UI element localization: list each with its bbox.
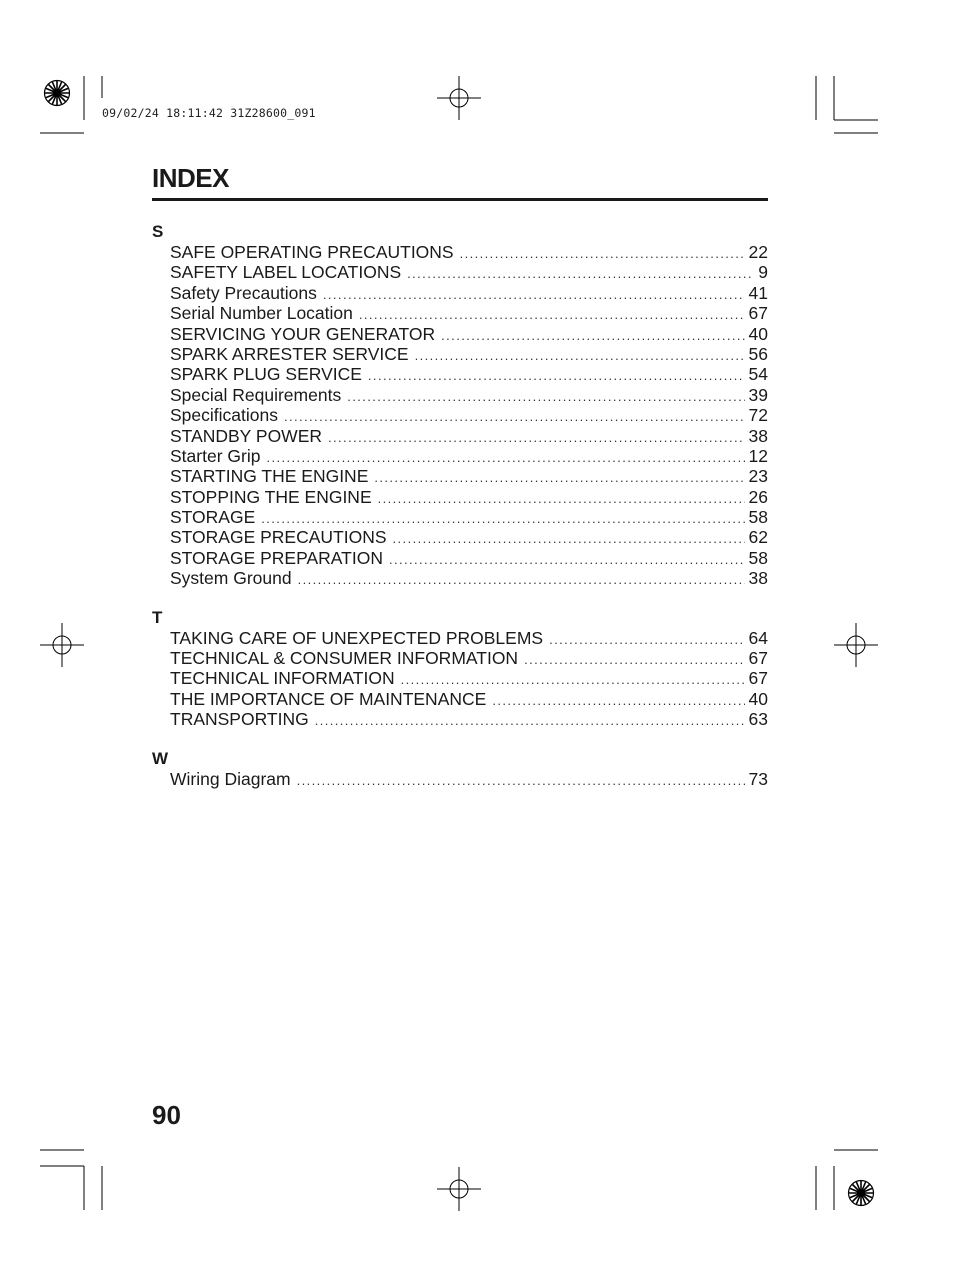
entry-page-number: 56 — [748, 343, 768, 364]
entry-page-number: 12 — [748, 445, 768, 466]
index-entry — [170, 568, 768, 588]
index-entry — [170, 648, 768, 668]
index-entry — [170, 689, 768, 709]
index-section — [152, 222, 768, 589]
index-entry — [170, 507, 768, 527]
entry-page-number: 41 — [748, 282, 768, 303]
entry-page-number: 39 — [748, 384, 768, 405]
entry-label: STANDBY POWER — [170, 425, 323, 446]
page-title: INDEX — [152, 163, 229, 193]
dot-leader — [323, 285, 745, 305]
index-entry — [170, 303, 768, 323]
dot-leader — [401, 670, 745, 690]
print-job-info: 09/02/24 18:11:42 31Z28600_091 — [102, 106, 316, 120]
dot-leader — [460, 244, 745, 264]
page-number: 90 — [152, 1100, 181, 1130]
entry-page-number: 26 — [748, 486, 768, 507]
entry-label: Wiring Diagram — [170, 768, 291, 789]
index-entry — [170, 709, 768, 729]
dot-leader — [378, 489, 745, 509]
section-letter: S — [152, 222, 164, 241]
dot-leader — [284, 407, 745, 427]
index-entry — [170, 385, 768, 405]
index-entry — [170, 668, 768, 688]
entry-label: STOPPING THE ENGINE — [170, 486, 372, 507]
entry-label: TECHNICAL & CONSUMER INFORMATION — [170, 648, 519, 669]
entry-page-number: 63 — [748, 709, 768, 730]
entry-page-number: 9 — [758, 262, 768, 283]
entry-label: THE IMPORTANCE OF MAINTENANCE — [170, 688, 487, 709]
section-letter: T — [152, 607, 163, 627]
entry-page-number: 67 — [748, 648, 768, 669]
index-entry — [170, 446, 768, 466]
title-rule — [152, 198, 768, 201]
entry-label: Starter Grip — [170, 445, 261, 466]
entry-label: TAKING CARE OF UNEXPECTED PROBLEMS — [170, 627, 544, 648]
index-section — [152, 749, 768, 789]
entry-page-number: 67 — [748, 668, 768, 689]
entry-label: SAFETY LABEL LOCATIONS — [170, 262, 402, 283]
dot-leader — [347, 387, 744, 407]
dot-leader — [266, 448, 744, 468]
index-entry — [170, 548, 768, 568]
dot-leader — [298, 570, 745, 590]
entry-label: STARTING THE ENGINE — [170, 466, 369, 487]
entry-page-number: 58 — [748, 547, 768, 568]
entry-label: SPARK PLUG SERVICE — [170, 364, 362, 385]
index-section — [152, 608, 768, 730]
entry-label: System Ground — [170, 568, 292, 589]
dot-leader — [359, 305, 745, 325]
index-entry — [170, 344, 768, 364]
section-letter: W — [152, 748, 169, 768]
dot-leader — [315, 711, 745, 731]
index-entry — [170, 487, 768, 507]
dot-leader — [492, 691, 744, 711]
dot-leader — [549, 630, 744, 650]
dot-leader — [328, 428, 745, 448]
index-entry — [170, 527, 768, 547]
dot-leader — [374, 468, 744, 488]
entry-page-number: 38 — [748, 568, 768, 589]
entry-page-number: 54 — [748, 364, 768, 385]
entry-label: Serial Number Location — [170, 303, 353, 324]
dot-leader — [389, 550, 745, 570]
index-entry — [170, 628, 768, 648]
entry-page-number: 40 — [748, 688, 768, 709]
entry-label: SAFE OPERATING PRECAUTIONS — [170, 242, 454, 262]
dot-leader — [261, 509, 744, 529]
entry-page-number: 62 — [748, 527, 768, 548]
index-entry — [170, 426, 768, 446]
index-list — [152, 222, 768, 808]
dot-leader — [297, 771, 745, 791]
index-entry — [170, 242, 768, 262]
entry-page-number: 38 — [748, 425, 768, 446]
index-entry — [170, 769, 768, 789]
index-entry — [170, 405, 768, 425]
entry-page-number: 73 — [748, 768, 768, 789]
entry-label: TECHNICAL INFORMATION — [170, 668, 395, 689]
entry-label: Safety Precautions — [170, 282, 317, 303]
index-entry — [170, 324, 768, 344]
index-entry — [170, 466, 768, 486]
entry-label: STORAGE PRECAUTIONS — [170, 527, 387, 548]
index-entry — [170, 364, 768, 384]
entry-label: STORAGE — [170, 507, 256, 528]
entry-page-number: 40 — [748, 323, 768, 344]
dot-leader — [407, 264, 754, 284]
dot-leader — [415, 346, 745, 366]
entry-page-number: 72 — [748, 405, 768, 426]
entry-page-number: 67 — [748, 303, 768, 324]
index-entry — [170, 262, 768, 282]
dot-leader — [368, 366, 745, 386]
dot-leader — [524, 650, 744, 670]
entry-label: TRANSPORTING — [170, 709, 309, 730]
entry-label: Special Requirements — [170, 384, 342, 405]
entry-page-number: 64 — [748, 627, 768, 648]
dot-leader — [441, 326, 744, 346]
entry-label: SERVICING YOUR GENERATOR — [170, 323, 436, 344]
entry-page-number: 22 — [748, 242, 768, 262]
entry-label: SPARK ARRESTER SERVICE — [170, 343, 409, 364]
entry-page-number: 23 — [748, 466, 768, 487]
entry-label: Specifications — [170, 405, 278, 426]
index-entry — [170, 283, 768, 303]
entry-label: STORAGE PREPARATION — [170, 547, 383, 568]
dot-leader — [393, 529, 745, 549]
entry-page-number: 58 — [748, 507, 768, 528]
